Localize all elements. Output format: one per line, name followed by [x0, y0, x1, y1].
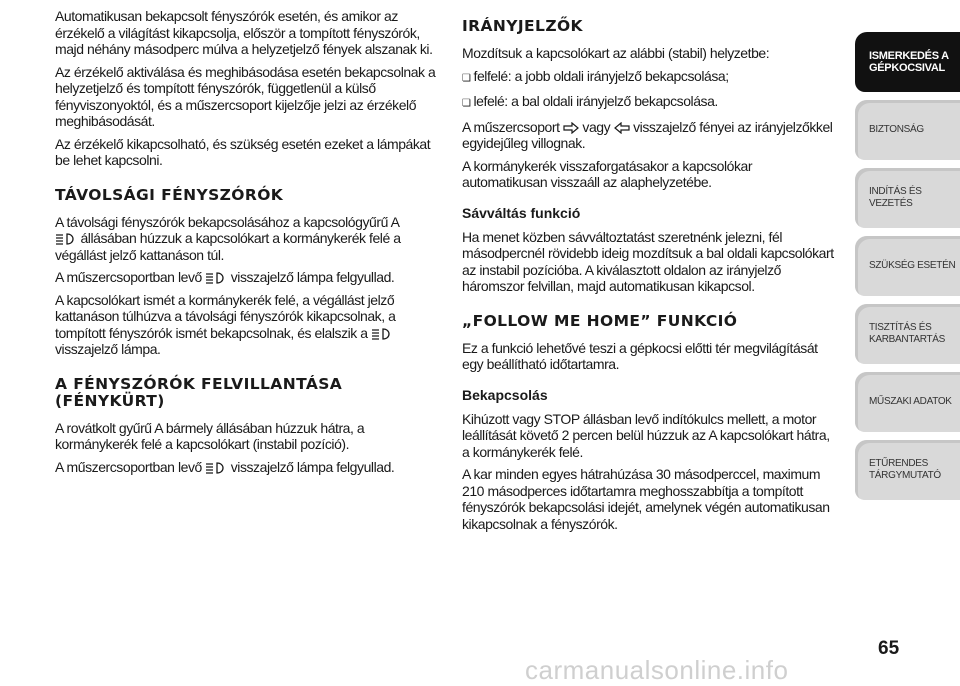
text: A távolsági fényszórók bekapcsolásához a kapcsológyűrű A [55, 213, 400, 230]
tab-label: MŰSZAKI ADATOK [869, 396, 952, 407]
high-beam-icon [205, 272, 227, 284]
paragraph: Automatikusan bekapcsolt fényszórók esetén, és amikor az érzékelő a világítást kikapcsolja, először a tompított fényszórók, majd néhány másodperc múlva a helyzetjelző fények alszanak ki. [55, 8, 433, 57]
paragraph [55, 459, 440, 476]
section-heading-high-beam: TÁVOLSÁGI FÉNYSZÓRÓK [55, 185, 284, 204]
paragraph: A rovátkolt gyűrű A bármely állásában húzzuk hátra, a kormánykerék felé a kapcsolókart (instabil pozíció). [55, 419, 365, 452]
text: A műszercsoportban levő [55, 269, 202, 285]
paragraph [462, 119, 840, 152]
paragraph: Az érzékelő aktiválása és meghibásodása esetén bekapcsolnak a helyzetjelző és tompított fényszórók, függetlenül a külső fényviszonyoktól, és a műszercsoport kijelzője jelzi az érzékelő meghibásodását. [55, 63, 436, 129]
tab-biztonsag[interactable] [855, 100, 960, 160]
text: A kapcsolókart ismét a kormánykerék felé, a végállást jelző kattanáson túlhúzva a távolsági fényszórók kikapcsolnak, a tompított fényszórók ismét bekapcsolnak, és elalszik a [55, 291, 396, 341]
text: állásában húzzuk a kapcsolókart a kormánykerék felé a végállást jelző kattanáson túl. [55, 230, 401, 263]
left-arrow-icon [614, 122, 630, 134]
paragraph: Ez a funkció lehetővé teszi a gépkocsi előtti tér megvilágítását egy beállítható időtartamra. [462, 339, 818, 372]
section-heading-turn-signals: IRÁNYJELZŐK [462, 17, 583, 35]
right-arrow-icon [563, 122, 579, 134]
paragraph [55, 269, 440, 286]
tab-label: BIZTONSÁG [869, 124, 924, 135]
right-column [462, 8, 840, 538]
left-column [55, 8, 440, 481]
section-heading-follow-me-home: „FOLLOW ME HOME” FUNKCIÓ [462, 311, 738, 330]
tab-muszaki[interactable] [855, 372, 960, 432]
tab-label: SZÜKSÉG ESETÉN [869, 260, 956, 271]
tab-tisztitas[interactable] [855, 304, 960, 364]
tab-szukseg[interactable] [855, 236, 960, 296]
text: A műszercsoportban levő [55, 458, 202, 475]
paragraph: Kihúzott vagy STOP állásban levő indítókulcs mellett, a motor leállítását követő 2 percen belül húzzuk az A kapcsolókart hátra, a kormánykerék felé. [462, 410, 830, 460]
tab-ismerkedes[interactable] [855, 32, 960, 92]
section-heading-flash: A FÉNYSZÓRÓK FELVILLANTÁSA (FÉNYKÜRT) [55, 374, 343, 410]
high-beam-icon [55, 233, 77, 245]
tab-label: INDÍTÁS ÉS VEZETÉS [869, 186, 922, 209]
tab-targymutato[interactable] [855, 440, 960, 500]
text: visszajelző lámpa felgyullad. [230, 458, 395, 475]
tab-label: ETŰRENDES TÁRGYMUTATÓ [869, 458, 941, 481]
paragraph [55, 214, 440, 264]
paragraph [55, 292, 440, 358]
tab-label: ISMERKEDÉS A GÉPKOCSIVAL [869, 50, 949, 74]
chapter-tabs [855, 32, 960, 508]
subheading-activation: Bekapcsolás [462, 386, 548, 403]
paragraph: Mozdítsuk a kapcsolókart az alábbi (stabil) helyzetbe: [462, 45, 770, 61]
paragraph: Ha menet közben sávváltoztatást szeretnénk jelezni, fél másodpercnél rövidebb ideig mozdítsuk a bal oldali kapcsolókart az instabil pozícióba. A kiválasztott oldalon az irányjelző háromszor felvillan, majd automatikusan kikapcsol. [462, 228, 834, 294]
text: visszajelző fényei az irányjelzőkkel egyidejűleg villognak. [462, 118, 833, 151]
high-beam-icon [205, 462, 227, 474]
text: visszajelző lámpa. [55, 341, 161, 357]
tab-label: TISZTÍTÁS ÉS KARBANTARTÁS [869, 322, 946, 345]
text: A műszercsoport [462, 118, 560, 135]
paragraph: A kormánykerék visszaforgatásakor a kapcsolókar automatikusan visszaáll az alaphelyzetébe. [462, 157, 753, 190]
list-item: ❏ felfelé: a jobb oldali irányjelző bekapcsolása; [462, 68, 840, 88]
high-beam-icon [371, 328, 393, 340]
watermark: carmanualsonline.info [525, 655, 789, 685]
tab-inditas[interactable] [855, 168, 960, 228]
subheading-lane-change: Sávváltás funkció [462, 204, 581, 221]
list-item: ❏ lefelé: a bal oldali irányjelző bekapcsolása. [462, 93, 840, 113]
paragraph: A kar minden egyes hátrahúzása 30 másodperccel, maximum 210 másodperces időtartamra meghosszabbítja a tompított fényszórók bekapcsolási idejét, amelynek végén automatikusan kikapcsolnak a fényszórók. [462, 466, 830, 532]
text: vagy [582, 118, 611, 135]
paragraph: Az érzékelő kikapcsolható, és szükség esetén ezeket a lámpákat be lehet kapcsolni. [55, 135, 431, 168]
page-number: 65 [878, 638, 900, 659]
text: visszajelző lámpa felgyullad. [230, 269, 395, 285]
